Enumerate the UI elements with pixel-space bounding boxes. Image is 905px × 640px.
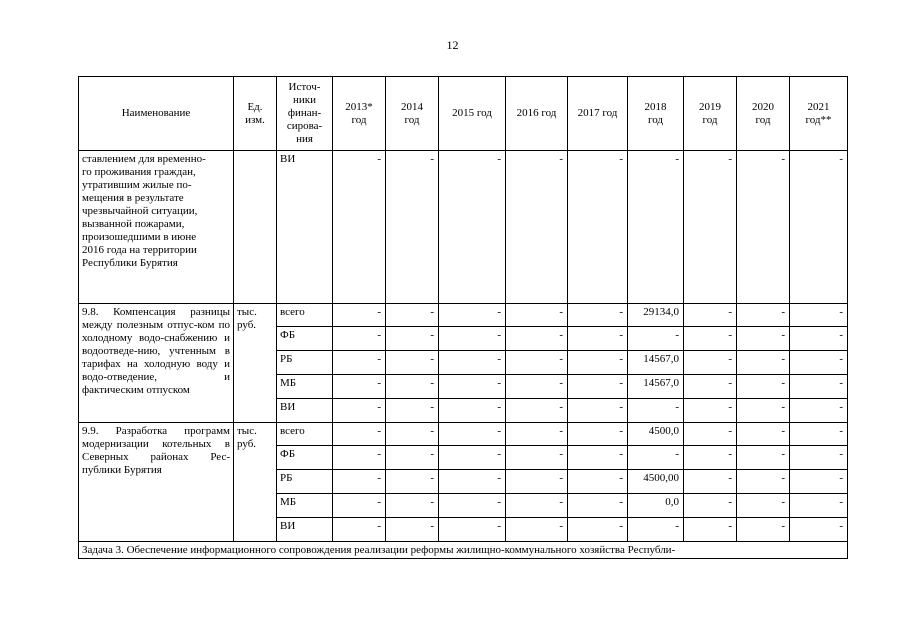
value-cell: - [506,494,568,518]
value-cell: - [684,494,737,518]
value-cell: - [684,423,737,446]
budget-table [78,76,848,559]
source-cell: ФБ [277,446,333,470]
header-source: Источ- ники финан- сирова- ния [277,77,333,151]
header-row [79,77,848,151]
value-cell: - [684,399,737,423]
value-cell: - [568,151,628,304]
table-row [79,423,848,446]
value-cell: - [506,470,568,494]
item-name-cell: ставлением для временно- го проживания граждан, утратившим жилые по- мещения в результате чрезвычайной ситуации, вызванной пожарами, произошедшими в июне 2016 года на территории Республики Бурятия [79,151,234,304]
value-cell: - [684,304,737,327]
value-cell: - [333,399,386,423]
value-cell: - [737,423,790,446]
value-cell: - [333,375,386,399]
source-cell: ВИ [277,151,333,304]
header-year: 2018 год [628,77,684,151]
item-name-cell: 9.9. Разработка программ модернизации котельных в Северных районах Рес-публики Бурятия [79,423,234,542]
value-cell: - [790,304,848,327]
value-cell: - [684,375,737,399]
value-cell: 29134,0 [628,304,684,327]
value-cell: - [506,327,568,351]
value-cell: - [684,151,737,304]
value-cell: - [568,518,628,542]
unit-cell: тыс. руб. [234,423,277,542]
value-cell: - [684,327,737,351]
header-year: 2015 год [439,77,506,151]
source-cell: ВИ [277,518,333,542]
value-cell: - [790,470,848,494]
source-cell: ФБ [277,327,333,351]
unit-cell [234,151,277,304]
value-cell: - [790,518,848,542]
table-row [79,304,848,327]
value-cell: - [506,446,568,470]
value-cell: - [439,351,506,375]
value-cell: - [568,375,628,399]
value-cell: - [333,327,386,351]
value-cell: - [386,304,439,327]
value-cell: - [737,494,790,518]
value-cell: - [333,494,386,518]
value-cell: - [439,304,506,327]
value-cell: - [628,399,684,423]
value-cell: - [790,423,848,446]
source-cell: ВИ [277,399,333,423]
value-cell: 4500,0 [628,423,684,446]
item-name-cell: 9.8. Компенсация разницы между полезным отпус-ком по холодному водо-снабжению и водоотведе-нию, учтенным в тарифах на холодную воду и водо-отведение, и фактическим отпуском [79,304,234,423]
value-cell: - [333,470,386,494]
value-cell: - [790,399,848,423]
value-cell: - [737,399,790,423]
value-cell: - [506,304,568,327]
value-cell: 0,0 [628,494,684,518]
header-year: 2021 год** [790,77,848,151]
table-row [79,151,848,304]
value-cell: - [790,327,848,351]
value-cell: 4500,00 [628,470,684,494]
value-cell: - [628,151,684,304]
value-cell: - [628,446,684,470]
value-cell: - [684,518,737,542]
source-cell: МБ [277,494,333,518]
source-cell: всего [277,423,333,446]
value-cell: - [386,494,439,518]
value-cell: - [439,494,506,518]
value-cell: - [568,327,628,351]
value-cell: - [684,446,737,470]
value-cell: - [790,151,848,304]
value-cell: - [790,375,848,399]
value-cell: - [737,470,790,494]
header-name: Наименование [79,77,234,151]
value-cell: - [628,518,684,542]
value-cell: - [506,399,568,423]
value-cell: - [737,304,790,327]
value-cell: - [439,446,506,470]
value-cell: - [737,375,790,399]
task-heading: Задача 3. Обеспечение информационного сопровождения реализации реформы жилищно-коммунального хозяйства Республи- [79,542,848,559]
value-cell: - [333,304,386,327]
value-cell: - [737,446,790,470]
value-cell: - [506,151,568,304]
source-cell: РБ [277,470,333,494]
header-year: 2019 год [684,77,737,151]
value-cell: - [333,151,386,304]
value-cell: - [386,399,439,423]
value-cell: - [386,351,439,375]
table-body [79,151,848,559]
source-cell: РБ [277,351,333,375]
value-cell: - [386,151,439,304]
value-cell: - [568,351,628,375]
value-cell: - [628,327,684,351]
value-cell: - [568,494,628,518]
value-cell: - [790,494,848,518]
value-cell: - [737,351,790,375]
value-cell: - [737,518,790,542]
value-cell: - [506,351,568,375]
value-cell: - [386,423,439,446]
value-cell: - [333,518,386,542]
header-year: 2017 год [568,77,628,151]
value-cell: - [439,399,506,423]
value-cell: - [439,423,506,446]
value-cell: - [568,399,628,423]
source-cell: всего [277,304,333,327]
header-year: 2016 год [506,77,568,151]
value-cell: - [386,470,439,494]
value-cell: - [737,327,790,351]
value-cell: - [684,351,737,375]
value-cell: - [568,304,628,327]
unit-cell: тыс. руб. [234,304,277,423]
task-row [79,542,848,559]
header-year: 2020 год [737,77,790,151]
value-cell: - [568,446,628,470]
value-cell: - [439,151,506,304]
header-year: 2013* год [333,77,386,151]
page-number: 12 [446,38,459,52]
value-cell: - [439,470,506,494]
value-cell: - [439,375,506,399]
value-cell: - [386,446,439,470]
value-cell: - [684,470,737,494]
source-cell: МБ [277,375,333,399]
value-cell: - [506,375,568,399]
value-cell: - [568,470,628,494]
value-cell: 14567,0 [628,375,684,399]
value-cell: - [333,351,386,375]
header-unit: Ед. изм. [234,77,277,151]
value-cell: - [439,518,506,542]
value-cell: - [439,327,506,351]
value-cell: - [386,327,439,351]
value-cell: - [386,375,439,399]
value-cell: - [790,446,848,470]
value-cell: 14567,0 [628,351,684,375]
value-cell: - [333,446,386,470]
value-cell: - [568,423,628,446]
value-cell: - [333,423,386,446]
value-cell: - [386,518,439,542]
value-cell: - [737,151,790,304]
value-cell: - [506,518,568,542]
value-cell: - [790,351,848,375]
header-year: 2014 год [386,77,439,151]
value-cell: - [506,423,568,446]
